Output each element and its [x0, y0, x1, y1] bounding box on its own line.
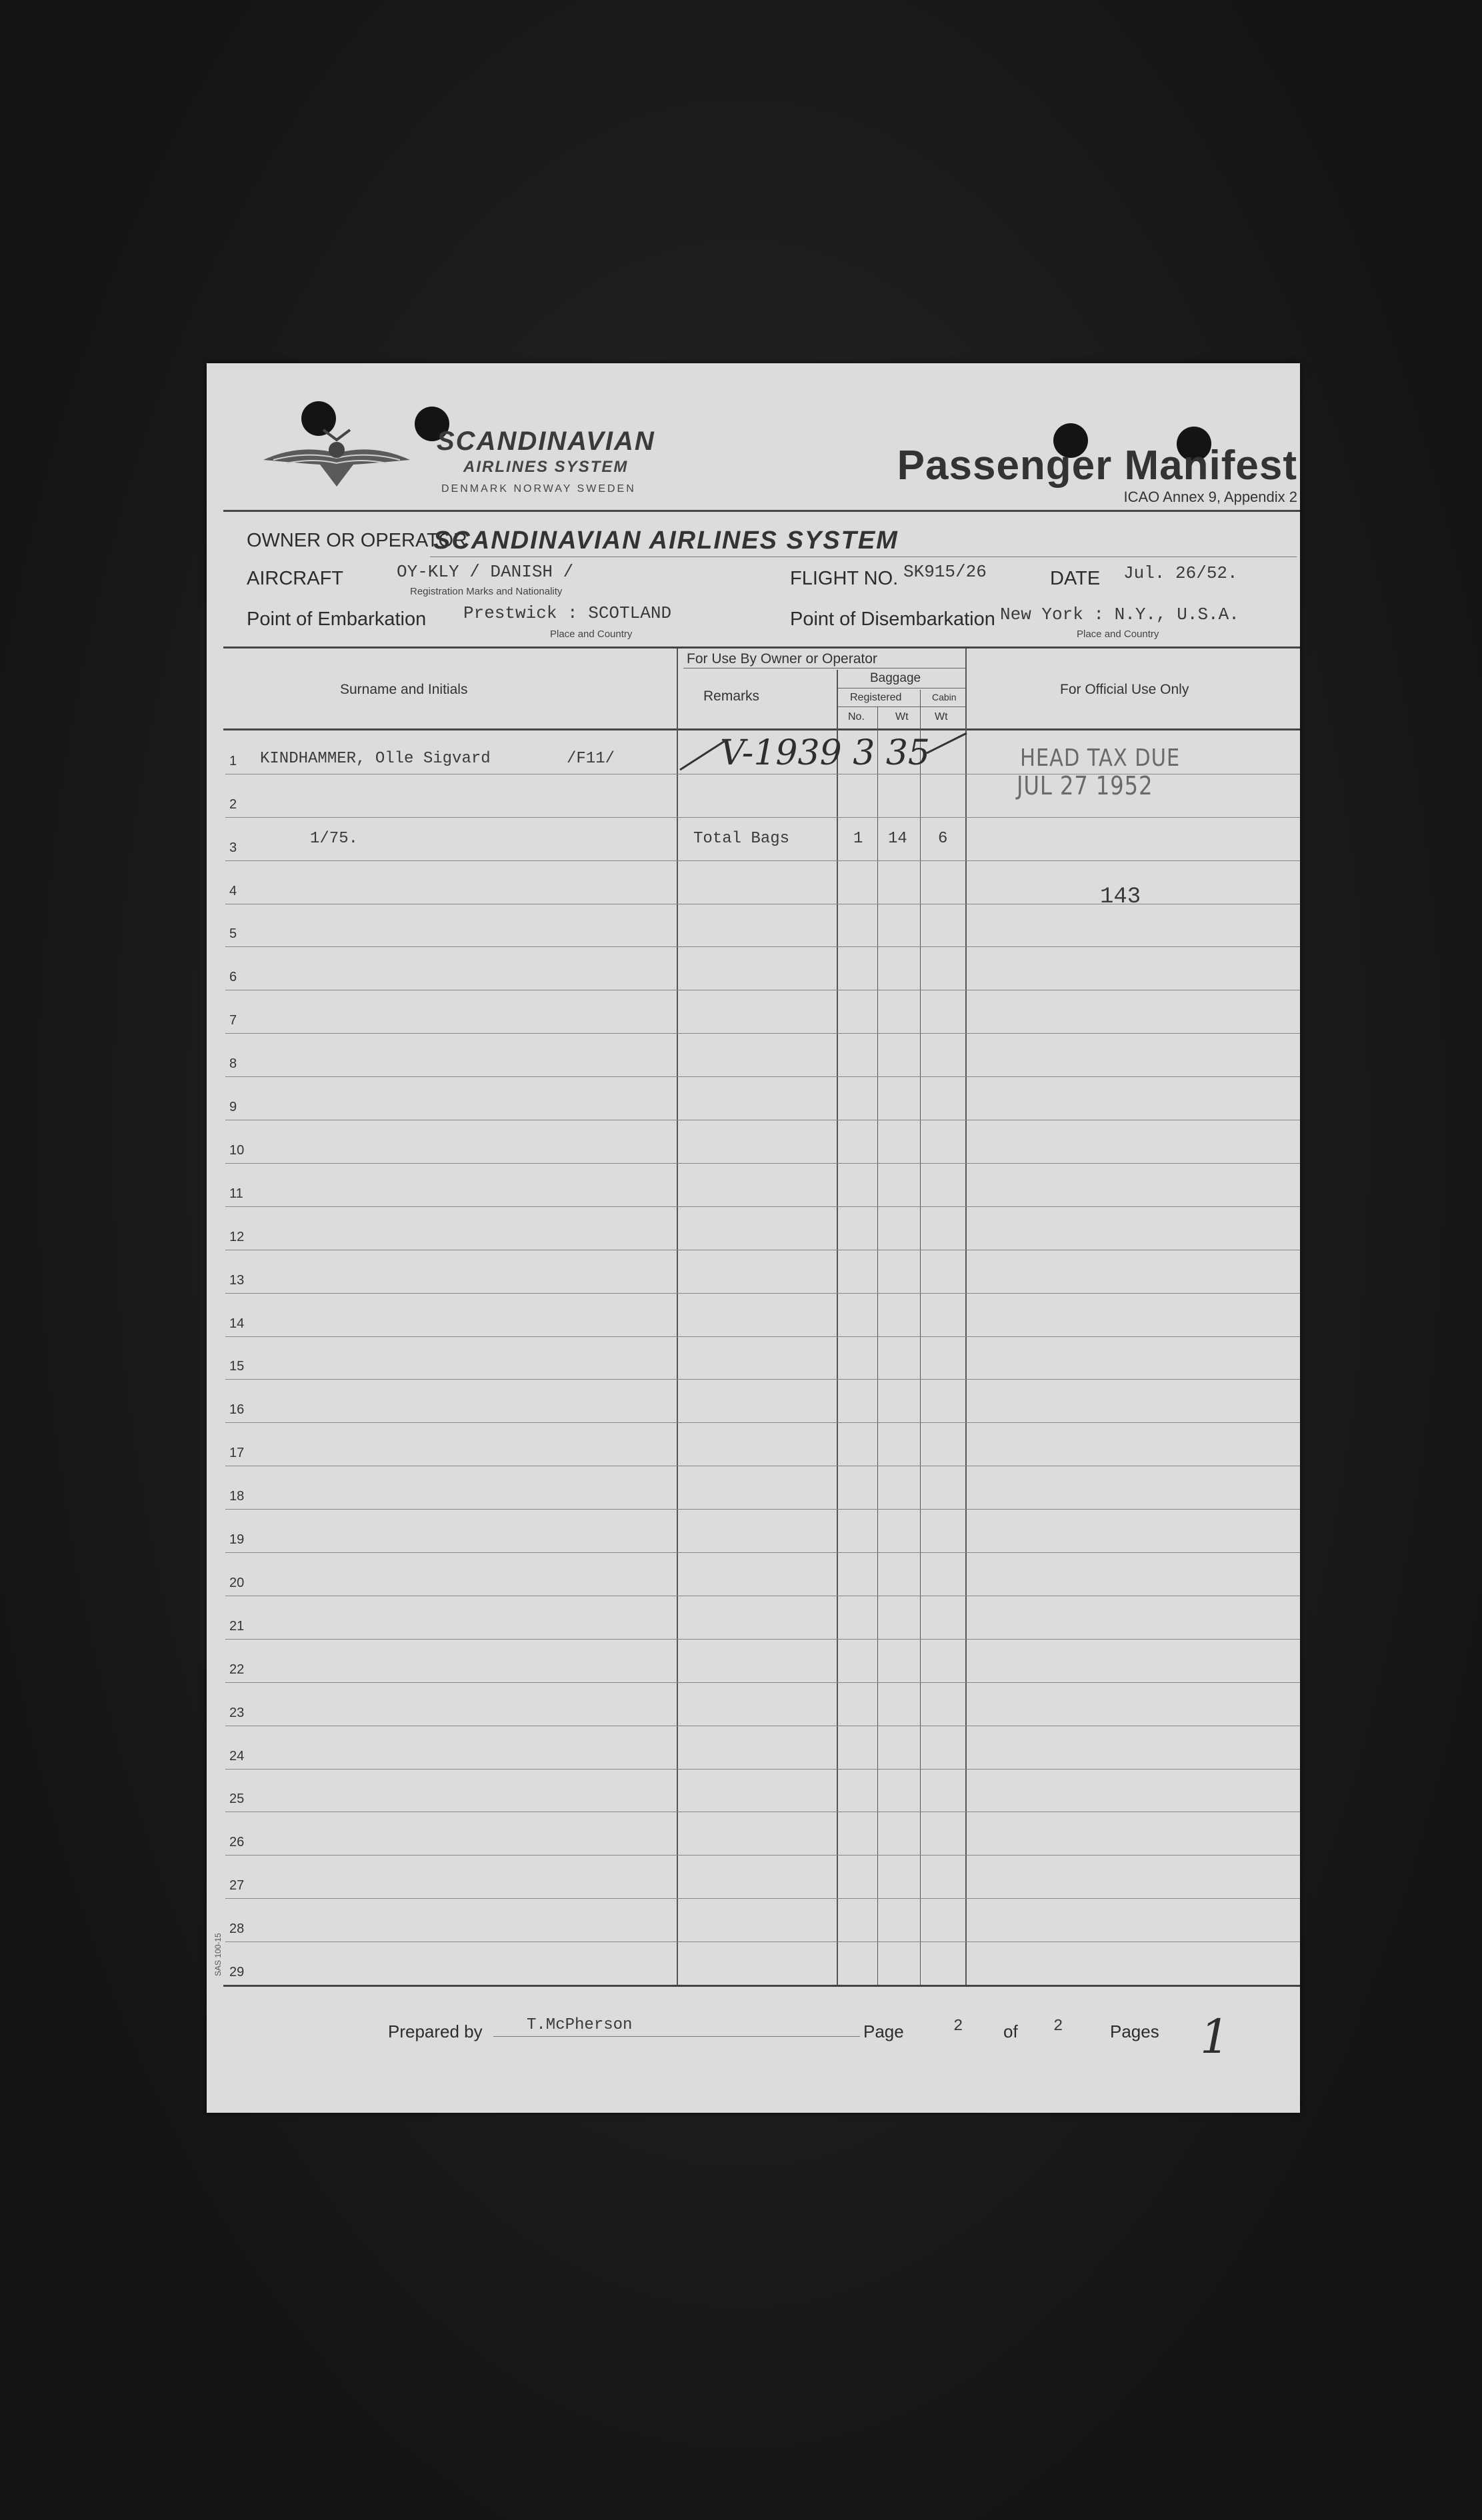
brand-subname: AIRLINES SYSTEM: [463, 458, 629, 476]
row-number: 19: [229, 1532, 245, 1547]
flight-label: FLIGHT NO.: [790, 568, 899, 589]
form-code: SAS 100-15: [213, 1933, 223, 1976]
pages-label: Pages: [1110, 2021, 1159, 2041]
row-line: [225, 1379, 1300, 1380]
row3-bag-weight: 14: [888, 830, 907, 848]
header-wt: Wt: [895, 711, 909, 722]
row-line: [225, 1509, 1300, 1510]
row-line: [225, 1422, 1300, 1423]
header-subrule: [837, 706, 967, 707]
disembark-caption: Place and Country: [1077, 629, 1159, 640]
row-line: [225, 1293, 1300, 1294]
row1-handwritten-remarks: V-1939 3 35: [720, 733, 930, 773]
manifest-sheet: [207, 363, 1300, 2113]
row-number: 12: [229, 1230, 245, 1244]
row3-bag-count: 1: [853, 830, 863, 848]
page-title: Passenger Manifest: [897, 443, 1297, 489]
date-label: DATE: [1050, 568, 1101, 589]
operator-label: OWNER OR OPERATOR: [247, 530, 467, 551]
row3-cabin-weight: 6: [938, 830, 948, 848]
row-line: [225, 1206, 1300, 1207]
aircraft-label: AIRCRAFT: [247, 568, 343, 589]
row-line: [225, 1076, 1300, 1077]
embark-value: Prestwick : SCOTLAND: [463, 603, 672, 623]
row-number: 18: [229, 1489, 245, 1504]
row-line: [225, 1769, 1300, 1770]
row-line: [225, 1898, 1300, 1899]
row-line: [225, 1552, 1300, 1553]
brand-name: SCANDINAVIAN: [437, 427, 655, 456]
header-surname: Surname and Initials: [340, 682, 468, 697]
date-stamp: JUL 27 1952: [1017, 771, 1153, 800]
official-number: 143: [1100, 884, 1141, 910]
row-number: 9: [229, 1100, 237, 1114]
prepared-value: T.McPherson: [527, 2016, 633, 2034]
row3-remarks: Total Bags: [693, 830, 790, 848]
aircraft-value: OY-KLY / DANISH /: [397, 562, 574, 582]
row-line: [225, 1682, 1300, 1683]
page-value: 2: [953, 2017, 963, 2035]
row-number: 11: [229, 1186, 243, 1201]
row-line: [225, 1336, 1300, 1337]
column-divider: [677, 648, 678, 1985]
row-line: [225, 946, 1300, 947]
row-number: 17: [229, 1446, 245, 1460]
header-rule: [223, 510, 1300, 512]
row1-passenger-name: KINDHAMMER, Olle Sigvard: [260, 750, 491, 768]
disembark-value: New York : N.Y., U.S.A.: [1000, 605, 1239, 625]
aircraft-caption: Registration Marks and Nationality: [410, 586, 563, 597]
row-number: 22: [229, 1662, 245, 1677]
row-number: 4: [229, 884, 237, 898]
row1-passenger-code: /F11/: [567, 750, 615, 768]
row-number: 24: [229, 1749, 245, 1764]
row-line: [225, 817, 1300, 818]
row-number: 2: [229, 797, 237, 812]
header-baggage: Baggage: [870, 671, 921, 685]
row-line: [225, 860, 1300, 861]
page-label: Page: [863, 2021, 904, 2041]
row1-check-stroke: [673, 726, 973, 773]
table-bottom-rule: [223, 1985, 1300, 1987]
row-line: [225, 1639, 1300, 1640]
row-number: 13: [229, 1273, 245, 1288]
prepared-underline: [493, 2036, 860, 2037]
row-line: [225, 1941, 1300, 1942]
header-official: For Official Use Only: [1060, 682, 1189, 697]
row3-note: 1/75.: [310, 830, 359, 848]
row-number: 15: [229, 1359, 245, 1374]
date-value: Jul. 26/52.: [1123, 563, 1238, 583]
operator-value: SCANDINAVIAN AIRLINES SYSTEM: [433, 527, 899, 555]
row-number: 10: [229, 1143, 245, 1158]
row-line: [225, 1163, 1300, 1164]
row-number: 16: [229, 1402, 245, 1417]
row-number: 28: [229, 1921, 245, 1936]
airline-logo-icon: [260, 423, 413, 497]
handwritten-mark: 1: [1200, 2009, 1230, 2064]
row-number: 6: [229, 970, 237, 984]
row-number: 29: [229, 1965, 245, 1979]
row-number: 8: [229, 1056, 237, 1071]
prepared-label: Prepared by: [388, 2021, 483, 2041]
header-remarks: Remarks: [703, 688, 760, 704]
row-line: [225, 1033, 1300, 1034]
flight-value: SK915/26: [903, 562, 987, 582]
row-number: 7: [229, 1013, 237, 1028]
column-divider: [877, 706, 878, 1985]
table-top-rule: [223, 646, 1300, 648]
column-divider: [965, 648, 967, 1985]
row-number: 27: [229, 1878, 245, 1893]
header-owner-group: For Use By Owner or Operator: [687, 651, 877, 666]
row-number: 20: [229, 1576, 245, 1590]
column-divider: [920, 690, 921, 1985]
brand-countries: DENMARK NORWAY SWEDEN: [441, 483, 636, 495]
row-number: 14: [229, 1316, 245, 1331]
page-subtitle: ICAO Annex 9, Appendix 2: [1123, 489, 1297, 505]
row-number: 1: [229, 754, 237, 768]
header-registered: Registered: [850, 692, 902, 703]
header-no: No.: [848, 711, 865, 722]
of-value: 2: [1053, 2017, 1063, 2035]
embark-caption: Place and Country: [550, 629, 633, 640]
row-number: 21: [229, 1619, 245, 1634]
column-divider: [837, 670, 838, 1985]
row-number: 23: [229, 1706, 245, 1720]
head-tax-stamp: HEAD TAX DUE: [1020, 744, 1181, 772]
of-label: of: [1003, 2021, 1018, 2041]
row-number: 5: [229, 926, 237, 941]
row-number: 25: [229, 1792, 245, 1806]
row-number: 3: [229, 840, 237, 855]
embark-label: Point of Embarkation: [247, 609, 427, 630]
header-cabin-wt: Wt: [935, 711, 948, 722]
row-number: 26: [229, 1835, 245, 1850]
disembark-label: Point of Disembarkation: [790, 609, 995, 630]
row-line: [225, 1855, 1300, 1856]
header-cabin: Cabin: [932, 692, 957, 702]
